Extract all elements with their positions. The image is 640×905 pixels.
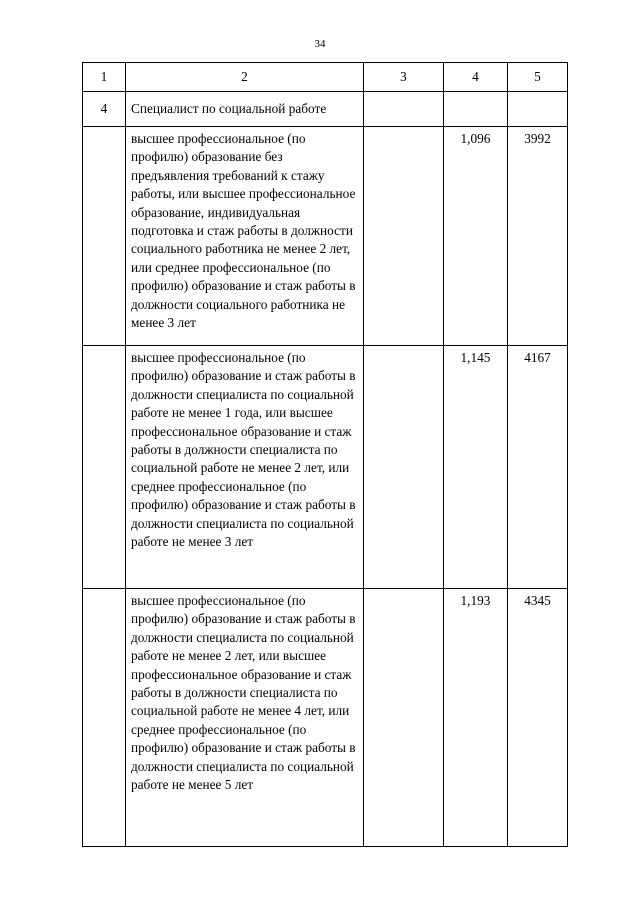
section-title: Специалист по социальной работе [126, 92, 364, 127]
header-cell-3: 3 [364, 63, 444, 92]
section-row [83, 92, 568, 127]
header-cell-1: 1 [83, 63, 126, 92]
table-header-row [83, 63, 568, 92]
coefficient-value: 1,145 [444, 346, 508, 589]
page-number: 34 [314, 38, 326, 50]
salary-value: 4345 [508, 589, 568, 847]
coefficient-value: 1,193 [444, 589, 508, 847]
requirement-text: высшее профессиональное (по профилю) образование без предъявления требований к стажу работы, или высшее профессиональное образование, индивидуальная подготовка и стаж работы в должности социального работника не менее 2 лет, или среднее профессиональное (по профилю) образование и стаж работы в должности социального работника не менее 3 лет [126, 127, 364, 346]
section-number: 4 [83, 92, 126, 127]
table-row [83, 346, 568, 589]
qualification-table [82, 62, 568, 847]
empty-cell [364, 127, 444, 346]
header-cell-5: 5 [508, 63, 568, 92]
table-row [83, 589, 568, 847]
empty-cell [364, 589, 444, 847]
requirement-text: высшее профессиональное (по профилю) образование и стаж работы в должности специалиста по социальной работе не менее 1 года, или высшее профессиональное образование и стаж работы в должности специалиста по социальной работе не менее 2 лет, или среднее профессиональное (по профилю) образование и стаж работы в должности специалиста по социальной работе не менее 3 лет [126, 346, 364, 589]
empty-cell [83, 589, 126, 847]
empty-cell [83, 127, 126, 346]
empty-cell [364, 346, 444, 589]
empty-cell [83, 346, 126, 589]
header-cell-4: 4 [444, 63, 508, 92]
empty-cell [364, 92, 444, 127]
salary-value: 4167 [508, 346, 568, 589]
table-row [83, 127, 568, 346]
salary-value: 3992 [508, 127, 568, 346]
empty-cell [508, 92, 568, 127]
coefficient-value: 1,096 [444, 127, 508, 346]
empty-cell [444, 92, 508, 127]
header-cell-2: 2 [126, 63, 364, 92]
requirement-text: высшее профессиональное (по профилю) образование и стаж работы в должности специалиста по социальной работе не менее 2 лет, или высшее профессиональное образование и стаж работы в должности специалиста по социальной работе не менее 4 лет, или среднее профессиональное (по профилю) образование и стаж работы в должности специалиста по социальной работе не менее 5 лет [126, 589, 364, 847]
